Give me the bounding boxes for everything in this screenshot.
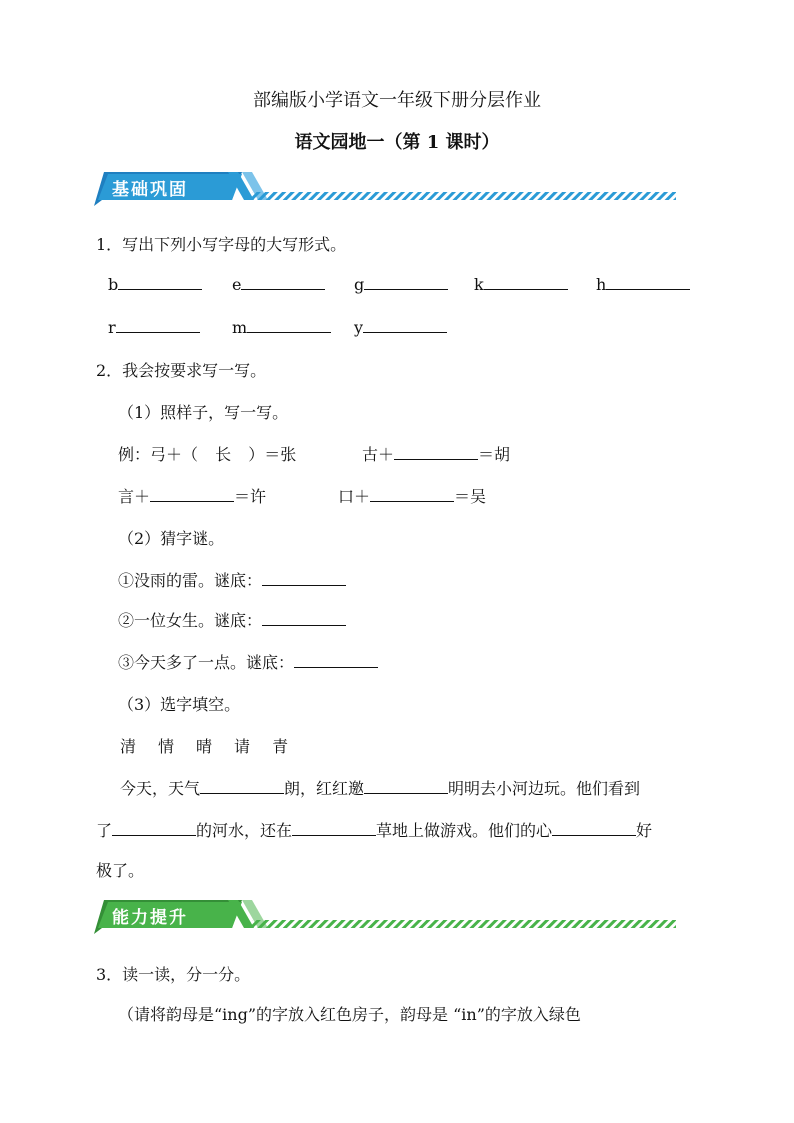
choice-characters [120,734,310,757]
letter-item-k [474,275,568,294]
answer-blank[interactable] [118,275,202,290]
item-hu [362,442,510,465]
answer-blank[interactable] [200,779,284,794]
passage-line-2 [96,818,652,841]
letter-item-r [108,318,200,337]
answer-blank[interactable] [292,821,376,836]
letter-g: g [354,275,365,294]
section-label-advanced: 能力提升 [112,908,188,928]
passage-text: 好 [636,821,653,840]
answer-blank[interactable] [116,318,200,333]
answer-blank[interactable] [262,571,346,586]
choice-char: 清 [120,737,137,756]
answer-blank[interactable] [364,275,448,290]
answer-blank[interactable] [294,653,378,668]
answer-blank[interactable] [552,821,636,836]
item-hu-prefix: 古＋ [362,445,395,464]
passage-text: 草地上做游戏。他们的心 [376,821,553,840]
letter-item-e [232,275,325,294]
letter-r: r [108,318,116,337]
answer-blank[interactable] [247,318,331,333]
letter-item-h [596,275,690,294]
passage-text: 明明去小河边玩。他们看到 [448,779,641,798]
letter-y: y [354,318,364,337]
answer-blank[interactable] [606,275,690,290]
passage-text: 的河水，还在 [196,821,293,840]
answer-blank[interactable] [241,275,325,290]
letter-h: h [596,275,607,294]
example-suffix: ）＝张 [248,445,297,464]
answer-blank[interactable] [394,445,478,460]
section-banner-basic [92,170,692,206]
riddle-2 [118,608,346,631]
section-banner-advanced [92,898,692,934]
answer-blank[interactable] [484,275,568,290]
letter-m: m [232,318,248,337]
item-xu-suffix: ＝许 [234,487,267,506]
question-1-prompt: 1．写出下列小写字母的大写形式。 [96,235,347,254]
part-2-title: （2）猜字谜。 [118,529,225,548]
document-title: 部编版小学语文一年级下册分层作业 [253,90,541,111]
part-1-title: （1）照样子，写一写。 [118,403,289,422]
lesson-subtitle: 语文园地一（第 1 课时） [294,132,500,153]
answer-blank[interactable] [112,821,196,836]
item-wu [338,484,486,507]
item-xu [118,484,266,507]
letter-e: e [232,275,242,294]
answer-blank[interactable] [150,487,234,502]
example-line [118,442,296,465]
riddle-3-text: ③今天多了一点。谜底： [118,653,295,672]
choice-char: 晴 [196,737,213,756]
example-prefix: 例：弓＋（ [118,445,199,464]
letter-item-m [232,318,331,337]
letter-item-g [354,275,448,294]
item-wu-suffix: ＝吴 [454,487,487,506]
choice-char: 青 [272,737,289,756]
item-xu-prefix: 言＋ [118,487,151,506]
item-wu-prefix: 口＋ [338,487,371,506]
riddle-1-text: ①没雨的雷。谜底： [118,571,263,590]
choice-char: 请 [234,737,251,756]
letter-item-y [354,318,447,337]
choice-char: 情 [158,737,175,756]
passage-text: 朗，红红邀 [284,779,365,798]
riddle-2-text: ②一位女生。谜底： [118,611,263,630]
example-answer: 长 [215,445,232,464]
question-3-prompt: 3．读一读，分一分。 [96,965,251,984]
item-hu-suffix: ＝胡 [478,445,511,464]
letter-b: b [108,275,119,294]
answer-blank[interactable] [370,487,454,502]
passage-line-1 [120,776,640,799]
answer-blank[interactable] [364,779,448,794]
letter-item-b [108,275,202,294]
passage-line-3: 极了。 [96,861,145,880]
passage-text: 了 [96,821,113,840]
answer-blank[interactable] [262,611,346,626]
answer-blank[interactable] [363,318,447,333]
question-3-instruction: （请将韵母是“ing”的字放入红色房子，韵母是 “in”的字放入绿色 [118,1005,581,1024]
question-2-prompt: 2．我会按要求写一写。 [96,361,267,380]
riddle-1 [118,568,346,591]
letter-k: k [474,275,484,294]
section-label-basic: 基础巩固 [112,180,188,200]
riddle-3 [118,650,378,673]
part-3-title: （3）选字填空。 [118,695,241,714]
passage-text: 今天，天气 [120,779,201,798]
